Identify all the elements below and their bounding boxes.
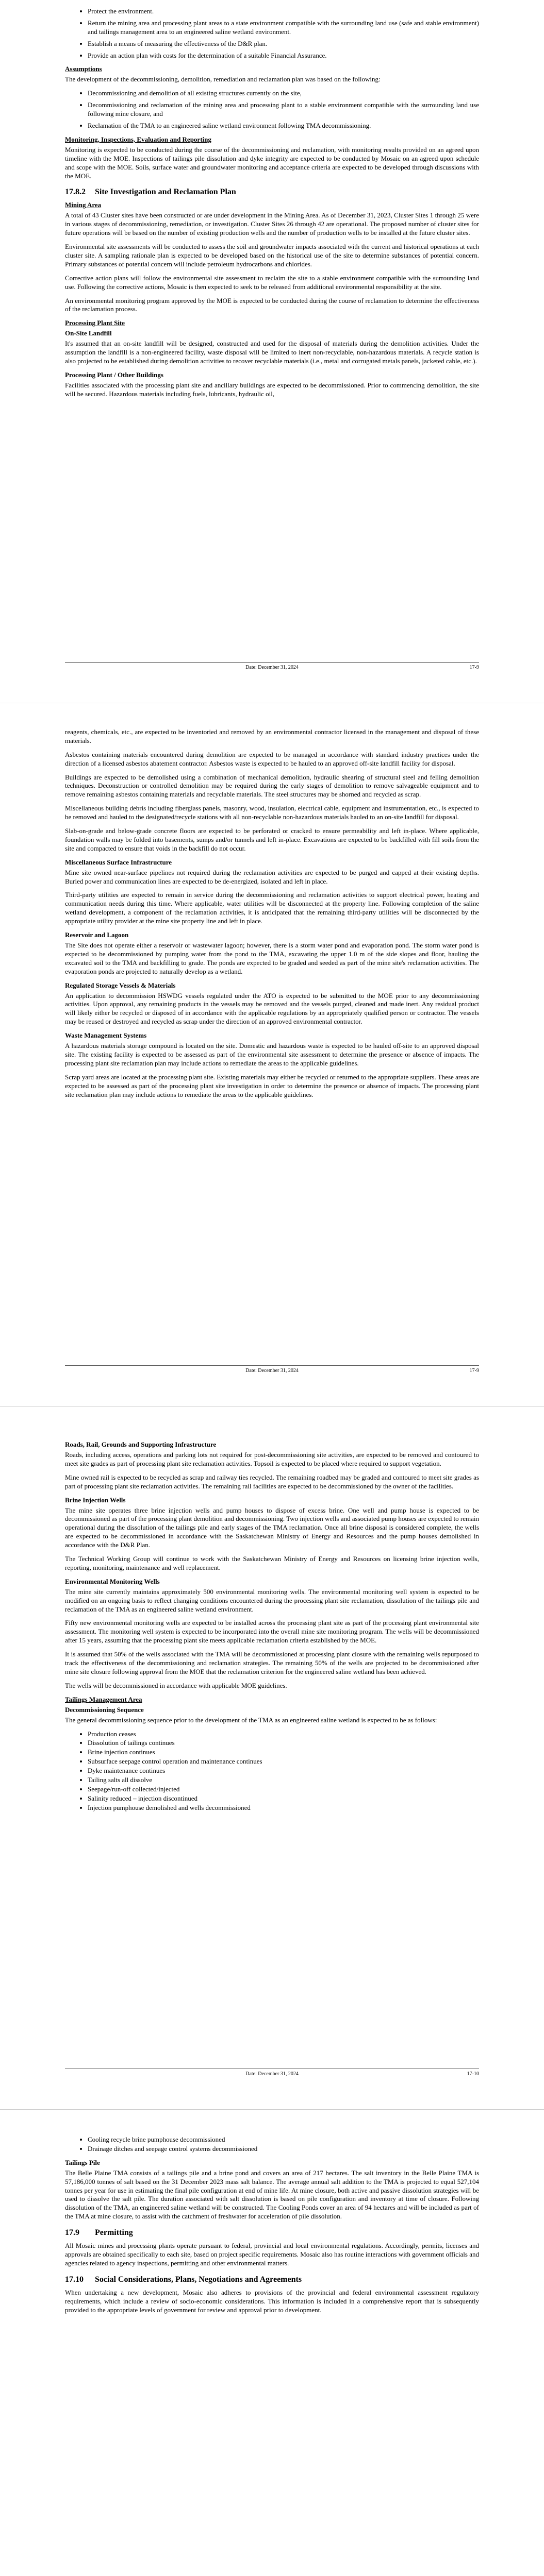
section-title: Social Considerations, Plans, Negotiations and Agreements bbox=[95, 2275, 302, 2284]
document-page-3 bbox=[0, 1406, 544, 2110]
paragraph: The mine site operates three brine injection wells and pump houses to dispose of excess brine. One well and pump house is expected to be decommissioned as part of the processing plant demolition and decommissioning. Two injection wells and associated pump houses are expected to remain operational during the dissolution of the tailings pile and early stages of the TMA reclamation. Once all brine disposal is considered complete, the wells are expected to be decommissioned in accordance with the Saskatchewan Ministry of Energy and Resources and the pump houses demolished in accordance with the D&R Plan. bbox=[65, 1506, 479, 1549]
footer-date: Date: December 31, 2024 bbox=[245, 1368, 299, 1374]
document-page-4 bbox=[0, 2110, 544, 2576]
page-2-body bbox=[65, 728, 479, 1105]
section-heading-17-10 bbox=[65, 2275, 479, 2284]
paragraph: It is assumed that 50% of the wells associated with the TMA will be decommissioned at processing plant closure with the remaining wells repurposed to track the effectiveness of the decommissioning and reclamation strategies. The remaining 50% of the wells are projected to be decommissioned after mine site closure following approval from the MOE that the reclamation criterion for the engineered saline wetland has been achieved. bbox=[65, 1650, 479, 1675]
paragraph: Scrap yard areas are located at the processing plant site. Existing materials may either be recycled or returned to the appropriate suppliers. These areas are expected to be assessed as part of the processing plant site investigation in order to determine the presence or absence of impacts. The processing plant site reclamation plan may include actions to remediate the areas to the applicable guidelines. bbox=[65, 1073, 479, 1098]
list-item: • Reclamation of the TMA to an engineered saline wetland environment following TMA decommissioning. bbox=[88, 122, 479, 130]
paragraph: Monitoring is expected to be conducted during the course of the decommissioning and reclamation, with monitoring results provided on an agreed upon timeline with the MOE. Inspections of tailings pile dissolution and dyke integrity are expected to be conducted by Mosaic on an agreed upon schedule and scope with the MOE. Soils, surface water and groundwater monitoring and acceptance criteria are expected to be developed through discussions with the MOE. bbox=[65, 145, 479, 180]
page-number: 17-9 bbox=[469, 665, 479, 670]
document-page-1 bbox=[0, 0, 544, 703]
heading-on-site-landfill: On-Site Landfill bbox=[65, 329, 112, 337]
paragraph: Mine owned rail is expected to be recycled as scrap and railway ties recycled. The remaining roadbed may be graded and contoured to meet site grades as part of processing plant site reclamation activities. The remaining rail facilities are expected to be decommissioned by the owner of the facilities. bbox=[65, 1473, 479, 1490]
heading-tailings-pile: Tailings Pile bbox=[65, 2158, 100, 2166]
section-number: 17.8.2 bbox=[65, 188, 86, 197]
list-item: • Cooling recycle brine pumphouse decommissioned bbox=[88, 2136, 479, 2144]
paragraph: It's assumed that an on-site landfill will be designed, constructed and used for the disposal of materials during the demolition activities. Under the assumption the landfill is a non-engineered facility, waste disposal will be limited to inert non-recyclable, non-hazardous materials. A recycle station is also projected to be established during demolition activities to recover recyclable materials (i.e., metal and corrugated metals panels, jacketed cable, etc.). bbox=[65, 340, 479, 365]
page-footer bbox=[65, 1365, 479, 1376]
paragraph: Slab-on-grade and below-grade concrete floors are expected to be perforated or cracked to ensure permeability and left in-place. Where applicable, foundation walls may be folded into basements, sumps and/or tunnels and left in-place. Excavations are expected to be backfilled with fill soils from the site and compacted to ensure that voids in the backfill do not occur. bbox=[65, 827, 479, 852]
list-item: • Establish a means of measuring the effectiveness of the D&R plan. bbox=[88, 40, 479, 48]
section-heading-17-8-2 bbox=[65, 188, 479, 197]
paragraph: A hazardous materials storage compound is located on the site. Domestic and hazardous waste is expected to be hauled off-site to an approved disposal site. The existing facility is expected to be assessed as part of the environmental site assessment to determine the presence or absence of impacts. The processing plant site reclamation plan may include actions to remediate the areas to the applicable guidelines. bbox=[65, 1042, 479, 1067]
heading-processing-plant-buildings: Processing Plant / Other Buildings bbox=[65, 371, 163, 379]
heading-decommissioning-sequence: Decommissioning Sequence bbox=[65, 1705, 144, 1714]
heading-reservoir-lagoon: Reservoir and Lagoon bbox=[65, 931, 129, 939]
objectives-list bbox=[65, 7, 479, 60]
heading-mining-area: Mining Area bbox=[65, 201, 102, 209]
document-page-2 bbox=[0, 703, 544, 1406]
section-number: 17.10 bbox=[65, 2275, 84, 2284]
paragraph: Third-party utilities are expected to remain in service during the decommissioning and reclamation activities to support electrical power, heating and communication needs during this time. Where applicable, water utilities will be disconnected at the property line. Following completion of the saline wetland development, a component of the reclamation activities, it is anticipated that the remaining third-party utilities will be disconnected by the appropriate utility provider at the mine site property line and left in place. bbox=[65, 891, 479, 925]
paragraph: The Technical Working Group will continue to work with the Saskatchewan Ministry of Energy and Resources on licensing brine injection wells, reporting, monitoring, maintenance and well replacement. bbox=[65, 1555, 479, 1571]
paragraph: Fifty new environmental monitoring wells are expected to be installed across the processing plant site as part of the processing plant environmental site assessment. The monitoring well system is expected to be incorporated into the overall mine site monitoring program. The wells will be decommissioned after 15 years, assuming that the processing plant site meets applicable reclamation criteria established by the MOE. bbox=[65, 1619, 479, 1645]
footer-date: Date: December 31, 2024 bbox=[245, 2071, 299, 2077]
paragraph: Environmental site assessments will be conducted to assess the soil and groundwater impacts associated with the current and historical operations at each cluster site. A sampling rationale plan is expected to be developed based on the historical use of the site to determine substances of potential concern. Primary substances of potential concern will include petroleum hydrocarbons and chlorides. bbox=[65, 243, 479, 268]
paragraph: When undertaking a new development, Mosaic also adheres to provisions of the provincial and federal environmental assessment regulatory requirements, which include a review of socio-economic considerations. This information is included in a comprehensive report that is subsequently provided to the appropriate levels of government for review and approval prior to development. bbox=[65, 2288, 479, 2314]
heading-tailings-management-area: Tailings Management Area bbox=[65, 1695, 142, 1703]
list-item: • Salinity reduced – injection discontinued bbox=[88, 1794, 479, 1803]
paragraph: Corrective action plans will follow the environmental site assessment to reclaim the site to a stable environment compatible with the surrounding land use. Following the corrective actions, Mosaic is then expected to seek to be released from additional environmental responsibility at the site. bbox=[65, 274, 479, 291]
list-item: • Injection pumphouse demolished and wells decommissioned bbox=[88, 1804, 479, 1812]
page-4-body bbox=[65, 2136, 479, 2319]
list-item: • Seepage/run-off collected/injected bbox=[88, 1785, 479, 1794]
heading-environmental-monitoring-wells: Environmental Monitoring Wells bbox=[65, 1577, 160, 1585]
page-number: 17-10 bbox=[467, 2071, 479, 2077]
section-number: 17.9 bbox=[65, 2228, 79, 2238]
heading-misc-surface-infrastructure: Miscellaneous Surface Infrastructure bbox=[65, 858, 172, 866]
page-number: 17-9 bbox=[469, 1368, 479, 1374]
paragraph: A total of 43 Cluster sites have been constructed or are under development in the Mining Area. As of December 31, 2023, Cluster Sites 1 through 25 were in various stages of decommissioning, remediation, or investigation. Cluster Sites 26 through 42 are operational. The proposed number of cluster sites for future operations will be based on the number of existing production wells and the number of production wells to be installed at the future cluster sites. bbox=[65, 211, 479, 237]
decommissioning-sequence-list-continued bbox=[65, 2136, 479, 2154]
list-item: • Drainage ditches and seepage control systems decommissioned bbox=[88, 2145, 479, 2154]
paragraph: The Belle Plaine TMA consists of a tailings pile and a brine pond and covers an area of 217 hectares. The salt inventory in the Belle Plaine TMA is 57,186,000 tonnes of salt based on the 31 December 2023 mass salt balance. The average annual salt addition to the TMA is projected to equal 527,104 tonnes per year for use in estimating the final pile configuration at end of mine life. At mine closure, both active and passive dissolution strategies will be used to dissolve the salt pile. The duration associated with salt dissolution is based on pile configuration and inventory at time of closure. Following dissolution of the TMA, an engineered saline wetland will be constructed. The Cooling Ponds cover an area of 94 hectares and will be included as part of the TMA at mine closure, to assist with the catchment of freshwater for acceleration of pile dissolution. bbox=[65, 2168, 479, 2221]
heading-storage-vessels: Regulated Storage Vessels & Materials bbox=[65, 981, 176, 989]
section-title: Site Investigation and Reclamation Plan bbox=[95, 188, 236, 197]
list-item: • Brine injection continues bbox=[88, 1748, 479, 1757]
paragraph: Facilities associated with the processing plant site and ancillary buildings are expected to be decommissioned. Prior to commencing demolition, the site will be secured. Hazardous materials including fuels, lubricants, hydraulic oil, bbox=[65, 381, 479, 398]
list-item: • Provide an action plan with costs for the determination of a suitable Financial Assurance. bbox=[88, 52, 479, 60]
heading-brine-injection-wells: Brine Injection Wells bbox=[65, 1496, 126, 1504]
page-footer bbox=[65, 2069, 479, 2079]
paragraph: Miscellaneous building debris including fiberglass panels, masonry, wood, insulation, electrical cable, equipment and instrumentation, etc., is expected to be removed and hauled to the designated/recycle stations with all non-recyclable non-hazardous materials hauled to an on-site landfill for disposal. bbox=[65, 804, 479, 821]
paragraph: The Site does not operate either a reservoir or wastewater lagoon; however, there is a storm water pond and evaporation pond. The storm water pond is expected to be decommissioned by pumping water from the pond to the TMA, excavating the upper 1.0 m of the side slopes and floor, hauling the excavated soil to the TMA and backfilling to grade. The ponds are expected to be graded and seeded as part of the mine site's reclamation activities. The evaporation ponds are projected to naturally develop as a wetland. bbox=[65, 941, 479, 975]
paragraph: reagents, chemicals, etc., are expected to be inventoried and removed by an environmental contractor licensed in the management and disposal of these materials. bbox=[65, 728, 479, 744]
list-item: • Protect the environment. bbox=[88, 7, 479, 16]
list-item: • Production ceases bbox=[88, 1730, 479, 1739]
paragraph: Asbestos containing materials encountered during demolition are expected to be managed in accordance with standard industry practices under the direction of a licensed asbestos abatement contractor. Asbestos waste is expected to be hauled to an approved off-site landfill facility for disposal. bbox=[65, 750, 479, 767]
paragraph: An environmental monitoring program approved by the MOE is expected to be conducted during the course of reclamation to determine the effectiveness of the reclamation process. bbox=[65, 296, 479, 313]
paragraph: Mine site owned near-surface pipelines not required during the reclamation activities are expected to be purged and capped at their existing depths. Buried power and communication lines are expected to be de-energized, isolated and left in place. bbox=[65, 868, 479, 885]
list-item: • Dyke maintenance continues bbox=[88, 1767, 479, 1775]
section-title: Permitting bbox=[95, 2228, 133, 2238]
paragraph: Buildings are expected to be demolished using a combination of mechanical demolition, hydraulic shearing of structural steel and felling demolition techniques. Deconstruction or controlled demolition may be required during the early stages of demolition to remove salvageable equipment and to remove remaining asbestos containing materials and recyclable materials. The steel structures may be shorned and recycled as scrap. bbox=[65, 773, 479, 799]
heading-roads-rail: Roads, Rail, Grounds and Supporting Infrastructure bbox=[65, 1440, 217, 1448]
heading-assumptions: Assumptions bbox=[65, 65, 102, 73]
paragraph: The wells will be decommissioned in accordance with applicable MOE guidelines. bbox=[65, 1681, 287, 1689]
assumptions-list bbox=[65, 89, 479, 130]
footer-date: Date: December 31, 2024 bbox=[245, 665, 299, 670]
page-3-body bbox=[65, 1440, 479, 1818]
heading-monitoring: Monitoring, Inspections, Evaluation and Reporting bbox=[65, 135, 211, 143]
list-item: • Dissolution of tailings continues bbox=[88, 1739, 479, 1748]
section-heading-17-9 bbox=[65, 2228, 479, 2238]
list-item: • Decommissioning and reclamation of the mining area and processing plant to a stable environment compatible with the surrounding land use following mine closure, and bbox=[88, 101, 479, 118]
list-item: • Tailing salts all dissolve bbox=[88, 1776, 479, 1785]
list-item: • Return the mining area and processing plant areas to a state environment compatible with the surrounding land use (safe and stable environment) and tailings management area to an engineered saline wetland environment. bbox=[88, 19, 479, 37]
list-item: • Decommissioning and demolition of all existing structures currently on the site, bbox=[88, 89, 479, 98]
paragraph: Roads, including access, operations and parking lots not required for post-decommissioning site activities, are expected to be removed and contoured to meet site grades as part of processing plant site reclamation activities. Topsoil is expected to be placed where required to support vegetation. bbox=[65, 1451, 479, 1467]
page-1-body bbox=[65, 7, 479, 404]
page-footer bbox=[65, 662, 479, 673]
list-item: • Subsurface seepage control operation and maintenance continues bbox=[88, 1757, 479, 1766]
paragraph: The general decommissioning sequence prior to the development of the TMA as an engineered saline wetland is expected to be as follows: bbox=[65, 1716, 437, 1724]
heading-waste-management: Waste Management Systems bbox=[65, 1031, 147, 1040]
paragraph: The mine site currently maintains approximately 500 environmental monitoring wells. The environmental monitoring well system is expected to be modified on an ongoing basis to reflect changing conditions encountered during the processing plant site reclamation, dissolution of the tailings pile and reclamation of the TMA as an engineered saline wetland environment. bbox=[65, 1587, 479, 1613]
paragraph: An application to decommission HSWDG vessels regulated under the ATO is expected to be submitted to the MOE prior to any decommissioning activities. Upon approval, any remaining products in the vessels may be removed and the vessels purged, cleaned and made inert. Any residual product will likely either be recycled or disposed of in accordance with the applicable regulations by an appropriately qualified person or contractor. The vessels may be reused or destroyed and recycled as scrap under the direction of an approved environmental contractor. bbox=[65, 991, 479, 1026]
heading-processing-plant-site: Processing Plant Site bbox=[65, 319, 125, 327]
decommissioning-sequence-list bbox=[65, 1730, 479, 1812]
paragraph: All Mosaic mines and processing plants operate pursuant to federal, provincial and local environmental regulations. Accordingly, permits, licenses and approvals are obtained specifically to each site, based on project specific requirements. Mosaic also has routine interactions with government officials and agencies related to agency inspections, permitting and other environmental matters. bbox=[65, 2242, 479, 2267]
paragraph: The development of the decommissioning, demolition, remediation and reclamation plan was based on the following: bbox=[65, 75, 381, 83]
